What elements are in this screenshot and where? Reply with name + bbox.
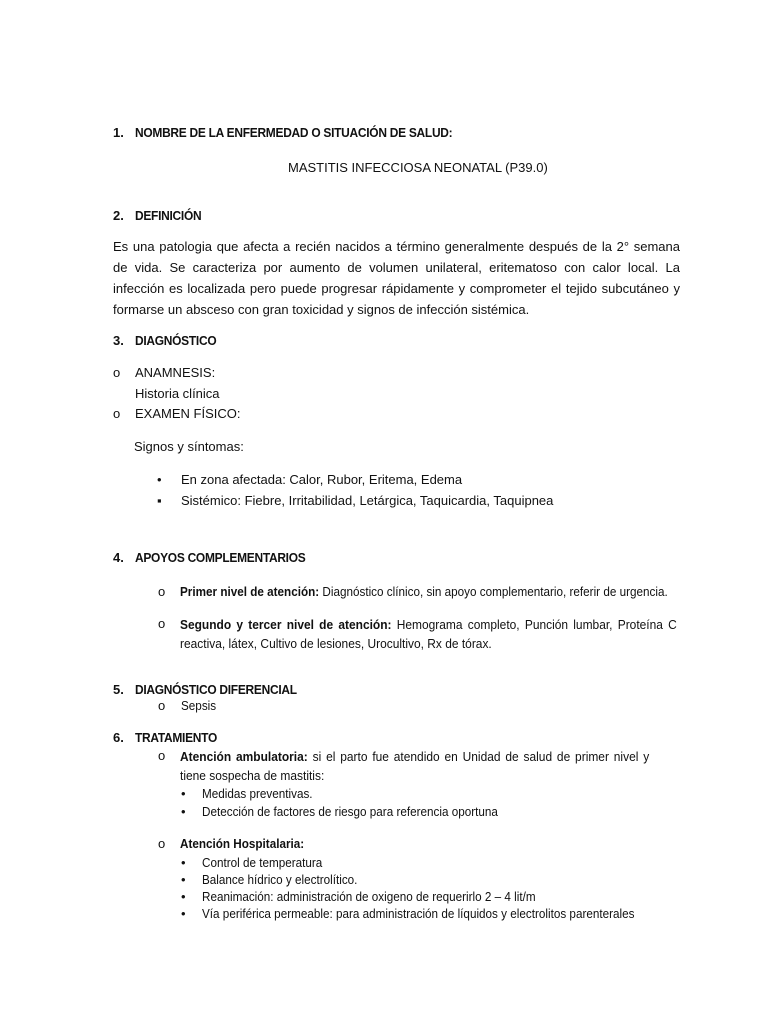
apoyo-item-primer-nivel: Primer nivel de atención: Diagnóstico clínico, sin apoyo complementario, referir de urgencia. [180,584,668,599]
examen-fisico-label: EXAMEN FÍSICO: [135,406,241,421]
bullet-square: ▪ [157,493,162,508]
ambulatoria-item: Medidas preventivas. [202,786,313,801]
hospitalaria-item: Control de temperatura [202,855,323,870]
section2-number: 2. [113,208,124,223]
section1-number: 1. [113,125,124,140]
section3-title: DIAGNÓSTICO [135,333,217,348]
bullet-dot: • [181,906,186,921]
sign-item: En zona afectada: Calor, Rubor, Eritema, Edema [181,472,463,487]
section3-number: 3. [113,333,124,348]
signos-label: Signos y síntomas: [134,439,244,454]
list-marker-circle: o [158,584,166,599]
differential-item: Sepsis [181,698,217,713]
section5-title: DIAGNÓSTICO DIFERENCIAL [135,682,297,697]
bullet-dot: • [181,872,186,887]
section4-number: 4. [113,550,124,565]
atencion-ambulatoria: Atención ambulatoria: si el parto fue atendido en Unidad de salud de primer nivel y tiene sospecha de mastitis: [180,749,650,783]
ambulatoria-item: Detección de factores de riesgo para referencia oportuna [202,804,498,819]
disease-name: MASTITIS INFECCIOSA NEONATAL (P39.0) [288,160,548,175]
hospitalaria-item: Reanimación: administración de oxigeno de requerirlo 2 – 4 lit/m [202,889,536,904]
bullet-dot: • [181,786,186,801]
list-marker-circle: o [113,406,121,421]
bullet-dot: • [157,472,162,487]
bullet-dot: • [181,804,186,819]
list-marker-circle: o [158,836,166,851]
definition-paragraph: Es una patologia que afecta a recién nacidos a término generalmente después de la 2° semana de vida. Se caracteriza por aumento de volumen unilateral, eritematoso con calor local. La infección es localizada pero puede progresar rápidamente y comprometer el tejido subcutáneo y formarse un absceso con gran toxicidad y signos de infección sistémica. [113,239,680,317]
section6-title: TRATAMIENTO [135,730,218,745]
list-marker-circle: o [158,698,166,713]
section2-title: DEFINICIÓN [135,208,202,223]
section4-title: APOYOS COMPLEMENTARIOS [135,550,306,565]
section5-number: 5. [113,682,124,697]
sign-item: Sistémico: Fiebre, Irritabilidad, Letárgica, Taquicardia, Taquipnea [181,493,554,508]
anamnesis-label: ANAMNESIS: [135,365,216,380]
hospitalaria-item: Balance hídrico y electrolítico. [202,872,358,887]
atencion-hospitalaria-label: Atención Hospitalaria: [180,836,305,851]
apoyo-item-segundo-tercer-nivel: Segundo y tercer nivel de atención: Hemograma completo, Punción lumbar, Proteína C reactiva, látex, Cultivo de lesiones, Urocultivo, Rx de tórax. [180,617,677,651]
list-marker-circle: o [158,748,166,763]
list-marker-circle: o [113,365,121,380]
section6-number: 6. [113,730,124,745]
bullet-dot: • [181,855,186,870]
section1-title: NOMBRE DE LA ENFERMEDAD O SITUACIÓN DE SALUD: [135,125,453,140]
bullet-dot: • [181,889,186,904]
hospitalaria-item: Vía periférica permeable: para administración de líquidos y electrolitos parenterales [202,906,635,921]
anamnesis-value: Historia clínica [135,386,220,401]
list-marker-circle: o [158,616,166,631]
